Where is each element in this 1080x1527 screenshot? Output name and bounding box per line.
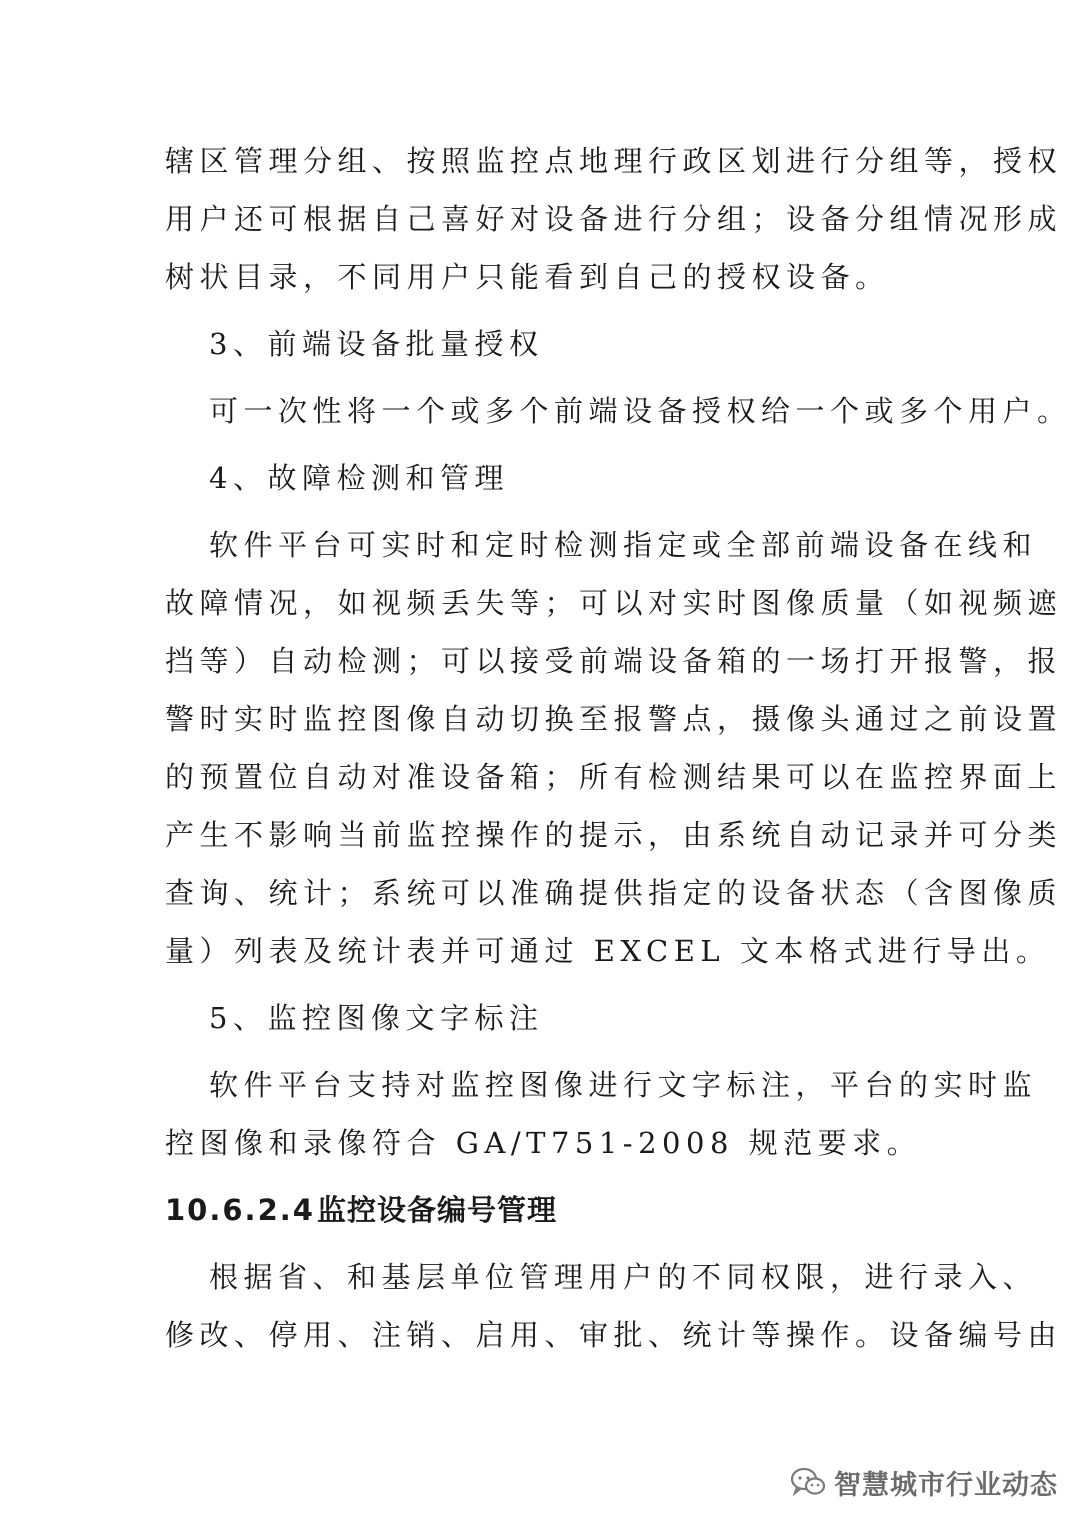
- item-3-title: 3、前端设备批量授权: [209, 327, 544, 361]
- item-4-title: 4、故障检测和管理: [209, 461, 509, 495]
- wechat-icon: [790, 1467, 826, 1497]
- item-3-body: 可一次性将一个或多个前端设备授权给一个或多个用户。: [209, 394, 1072, 428]
- item-5-title: 5、监控图像文字标注: [209, 1001, 544, 1035]
- paragraph-line: 挡等）自动检测；可以接受前端设备箱的一场打开报警，报: [165, 644, 1063, 678]
- paragraph-line: 查询、统计；系统可以准确提供指定的设备状态（含图像质: [165, 876, 1063, 910]
- paragraph-line: 根据省、和基层单位管理用户的不同权限，进行录入、: [209, 1260, 1038, 1294]
- watermark-text: 智慧城市行业动态: [834, 1469, 1058, 1501]
- watermark: [790, 1462, 1058, 1502]
- paragraph-line: 用户还可根据自己喜好对设备进行分组；设备分组情况形成: [165, 202, 1063, 236]
- paragraph-line: 警时实时监控图像自动切换至报警点，摄像头通过之前设置: [165, 702, 1063, 736]
- paragraph-line: 辖区管理分组、按照监控点地理行政区划进行分组等，授权: [165, 144, 1063, 178]
- paragraph-line: 的预置位自动对准设备箱；所有检测结果可以在监控界面上: [165, 760, 1063, 794]
- section-heading: [165, 1181, 925, 1239]
- paragraph-line: 树状目录，不同用户只能看到自己的授权设备。: [165, 260, 890, 294]
- paragraph-line: 控图像和录像符合 GA/T751-2008 规范要求。: [165, 1126, 922, 1160]
- paragraph-line: 产生不影响当前监控操作的提示，由系统自动记录并可分类: [165, 818, 1063, 852]
- paragraph-line: 修改、停用、注销、启用、审批、统计等操作。设备编号由: [165, 1318, 1063, 1352]
- paragraph-line: 量）列表及统计表并可通过 EXCEL 文本格式进行导出。: [165, 934, 1051, 968]
- paragraph-line: 故障情况，如视频丢失等；可以对实时图像质量（如视频遮: [165, 586, 1063, 620]
- paragraph-line: 软件平台支持对监控图像进行文字标注，平台的实时监: [209, 1068, 1038, 1102]
- section-number: 10.6.2.4: [165, 1193, 315, 1227]
- paragraph-line: 软件平台可实时和定时检测指定或全部前端设备在线和: [209, 528, 1038, 562]
- section-title: 监控设备编号管理: [317, 1193, 558, 1227]
- document-page: [165, 132, 1072, 1364]
